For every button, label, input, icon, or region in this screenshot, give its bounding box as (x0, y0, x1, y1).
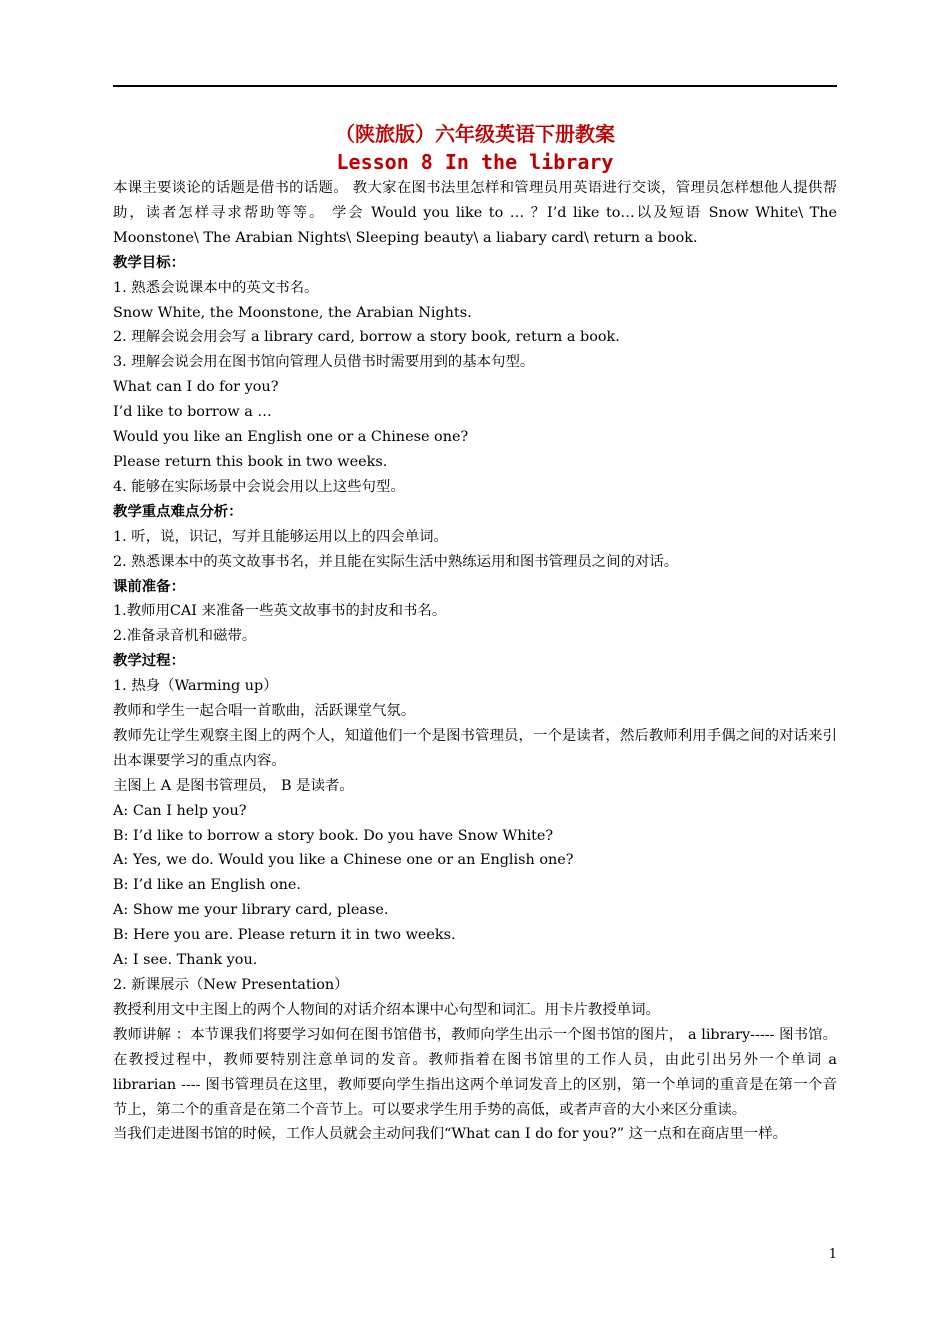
dialogue-line: B: Here you are. Please return it in two weeks. (113, 927, 456, 944)
presentation-title: 2. 新课展示（New Presentation） (113, 977, 349, 993)
presentation-paragraph: 当我们走进图书馆的时候，工作人员就会主动问我们“What can I do for you?” 这一点和在商店里一样。 (113, 1126, 787, 1143)
key-point-line: 1. 听，说，识记，写并且能够运用以上的四会单词。 (113, 528, 448, 545)
dialogue-line: B: I’d like to borrow a story book. Do you have Snow White? (113, 827, 554, 844)
goal-line: Snow White, the Moonstone, the Arabian Nights. (113, 304, 472, 321)
dialogue-line: A: I see. Thank you. (113, 952, 258, 969)
dialogue-line: B: I’d like an English one. (113, 877, 301, 894)
warmup-paragraph: 教师和学生一起合唱一首歌曲，活跃课堂气氛。 (113, 703, 416, 720)
presentation-paragraph: 教师讲解 ：本节课我们将要学习如何在图书馆借书，教师向学生出示一个图书馆的图片， a library----- 图书馆。在教授过程中，教师要特别注意单词的发音。教师指着在图书馆里的工作人员，由此引出另外一个单词 a librarian ---- 图书管理员在这里，教师要向学生指出这两个单词发音上的区别，第一个单词的重音是在第一个音节上，第二个的重音是在第二个音节上。可以要求学生用手势的高低，或者声音的大小来区分重读。 (113, 1026, 837, 1118)
key-points-heading: 教学重点难点分析： (113, 503, 243, 520)
key-point-line: 2. 熟悉课本中的英文故事书名，并且能在实际生活中熟练运用和图书管理员之间的对话。 (113, 553, 679, 570)
prep-line: 2.准备录音机和磁带。 (113, 628, 257, 645)
warmup-paragraph: 主图上 A 是图书管理员， B 是读者。 (113, 777, 354, 794)
goal-line: Would you like an English one or a Chinese one? (113, 429, 469, 446)
goals-heading: 教学目标： (113, 254, 185, 271)
prep-heading: 课前准备： (113, 578, 185, 595)
warmup-paragraph: 教师先让学生观察主图上的两个人，知道他们一个是图书管理员，一个是读者，然后教师利用手偶之间的对话来引出本课要学习的重点内容。 (113, 727, 837, 769)
goal-line: I’d like to borrow a … (113, 404, 272, 421)
warmup-title: 1. 热身（Warming up） (113, 678, 278, 695)
presentation-paragraph: 教授利用文中主图上的两个人物间的对话介绍本课中心句型和词汇。用卡片教授单词。 (113, 1001, 660, 1018)
prep-line: 1.教师用CAI 来准备一些英文故事书的封皮和书名。 (113, 603, 447, 620)
goal-line: 1. 熟悉会说课本中的英文书名。 (113, 279, 319, 296)
document-body (113, 120, 837, 1147)
goal-line: Please return this book in two weeks. (113, 453, 388, 470)
page-number: 1 (828, 1247, 837, 1262)
goal-line: What can I do for you? (113, 379, 279, 396)
header-rule (113, 85, 837, 87)
goal-line: 2. 理解会说会用会写 a library card, borrow a story book, return a book. (113, 329, 620, 346)
process-heading: 教学过程： (113, 653, 185, 670)
dialogue-line: A: Show me your library card, please. (113, 902, 389, 919)
title-english: Lesson 8 In the library (336, 150, 614, 174)
goal-line: 4. 能够在实际场景中会说会用以上这些句型。 (113, 478, 405, 495)
goal-line: 3. 理解会说会用在图书馆向管理人员借书时需要用到的基本句型。 (113, 354, 535, 371)
title-chinese: （陕旅版）六年级英语下册教案 (335, 122, 615, 146)
dialogue-line: A: Can I help you? (113, 802, 247, 819)
intro-paragraph: 本课主要谈论的话题是借书的话题。 教大家在图书法里怎样和管理员用英语进行交谈，管理员怎样想他人提供帮助，读者怎样寻求帮助等等。 学会 Would you like to … ？I’d like to…以及短语 Snow White\ The Moonstone\ The Arabian Nights\ Sleeping beauty\ a liabary card\ return a book. (113, 180, 837, 246)
dialogue-line: A: Yes, we do. Would you like a Chinese one or an English one? (113, 852, 574, 869)
